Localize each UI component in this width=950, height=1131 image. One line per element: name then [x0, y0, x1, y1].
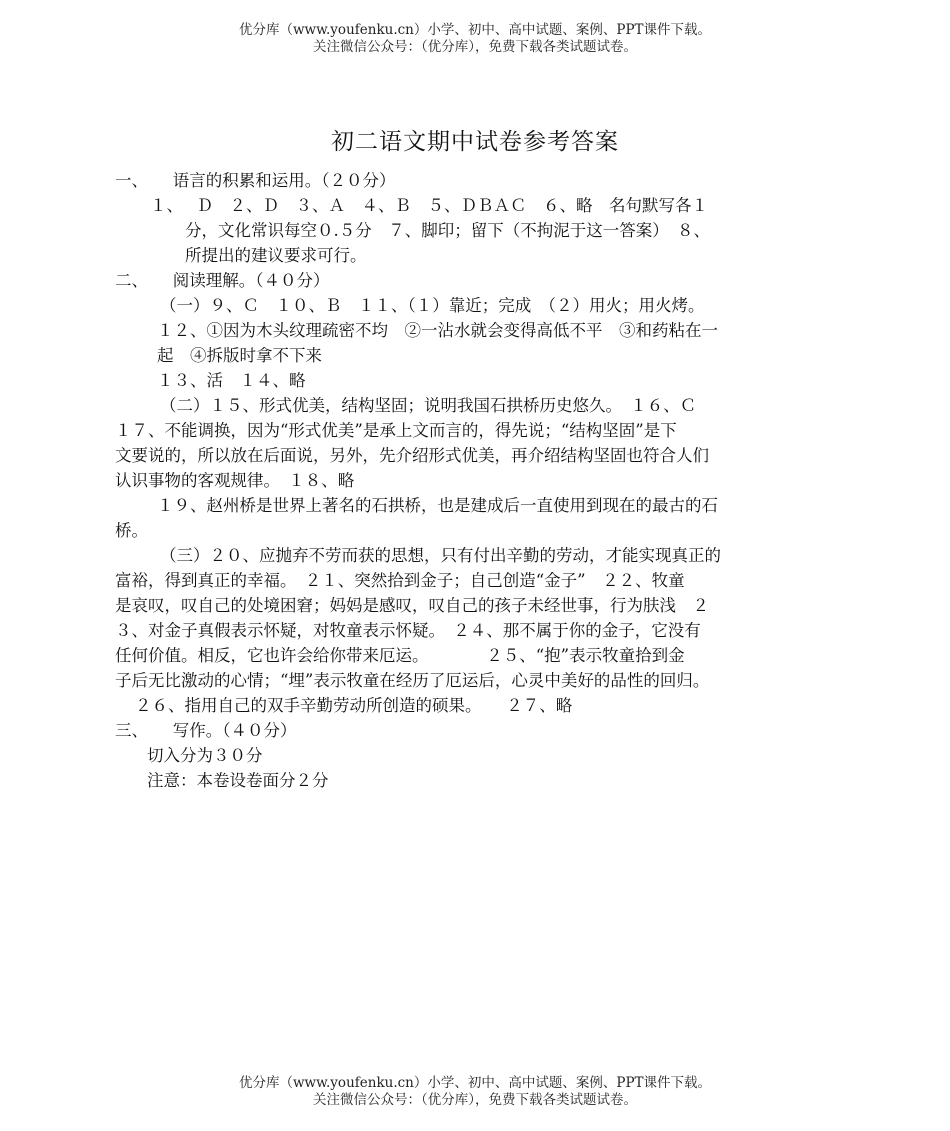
- text-line: １７、不能调换，因为“形式优美”是承上文而言的，得先说；“结构坚固”是下: [115, 421, 677, 440]
- text-line: ３、对金子真假表示怀疑，对牧童表示怀疑。 ２４、那不属于你的金子，它没有: [115, 621, 701, 640]
- text-line: 任何价值。相反，它也许会给你带来厄运。 ２５、“抱”表示牧童拾到金: [115, 646, 685, 665]
- text-line: 富裕，得到真正的幸福。 ２１、突然拾到金子；自己创造“金子” ２２、牧童: [115, 571, 685, 590]
- text-line: 分，文化常识每空０.５分 ７、脚印；留下（不拘泥于这一答案） ８、: [185, 221, 710, 240]
- text-line: 起 ④拆版时拿不下来: [157, 346, 322, 365]
- text-line: （二）１５、形式优美，结构坚固；说明我国石拱桥历史悠久。 １６、Ｃ: [160, 396, 697, 415]
- section-1-heading: 一、 语言的积累和运用。（２０分）: [115, 171, 396, 190]
- page-footer: [0, 1075, 950, 1109]
- document-title: 初二语文期中试卷参考答案: [331, 129, 619, 155]
- header-line-2: 关注微信公众号：（优分库），免费下载各类试题试卷。: [313, 39, 637, 55]
- text-line: （一）９、Ｃ １０、Ｂ １１、（１）靠近；完成 （２）用火；用火烤。: [160, 296, 705, 315]
- text-line: ２６、指用自己的双手辛勤劳动所创造的硕果。 ２７、略: [135, 696, 573, 715]
- text-line: １３、活 １４、略: [157, 371, 306, 390]
- text-line: 文要说的，所以放在后面说，另外，先介绍形式优美，再介绍结构坚固也符合人们: [115, 446, 709, 465]
- text-line: １２、①因为木头纹理疏密不均 ②一沾水就会变得高低不平 ③和药粘在一: [157, 321, 718, 340]
- footer-line-2: 关注微信公众号：（优分库），免费下载各类试题试卷。: [313, 1092, 637, 1108]
- text-line: 子后无比激动的心情；“埋”表示牧童在经历了厄运后，心灵中美好的品性的回归。: [115, 671, 710, 690]
- text-line: （三）２０、应抛弃不劳而获的思想，只有付出辛勤的劳动，才能实现真正的: [160, 546, 721, 565]
- answer-body: [115, 168, 835, 793]
- text-line: １９、赵州桥是世界上著名的石拱桥，也是建成后一直使用到现在的最古的石: [157, 496, 718, 515]
- text-line: 桥。: [115, 521, 148, 540]
- text-line: 切入分为３０分: [147, 746, 263, 765]
- text-line: 所提出的建议要求可行。: [185, 246, 367, 265]
- header-line-1: 优分库（www.youfenku.cn）小学、初中、高中试题、案例、PPT课件下载。: [238, 22, 712, 38]
- section-2-heading: 二、 阅读理解。（４０分）: [115, 271, 330, 290]
- page-header: [0, 22, 950, 56]
- text-line: １、 Ｄ ２、Ｄ ３、Ａ ４、Ｂ ５、ＤＢＡＣ ６、略 名句默写各１: [150, 196, 708, 215]
- footer-line-1: 优分库（www.youfenku.cn）小学、初中、高中试题、案例、PPT课件下载。: [238, 1075, 712, 1091]
- text-line: 认识事物的客观规律。 １８、略: [115, 471, 355, 490]
- section-3-heading: 三、 写作。（４０分）: [115, 721, 297, 740]
- text-line: 是哀叹，叹自己的处境困窘；妈妈是感叹，叹自己的孩子未经世事，行为肤浅 ２: [115, 596, 709, 615]
- text-line: 注意：本卷设卷面分２分: [147, 771, 329, 790]
